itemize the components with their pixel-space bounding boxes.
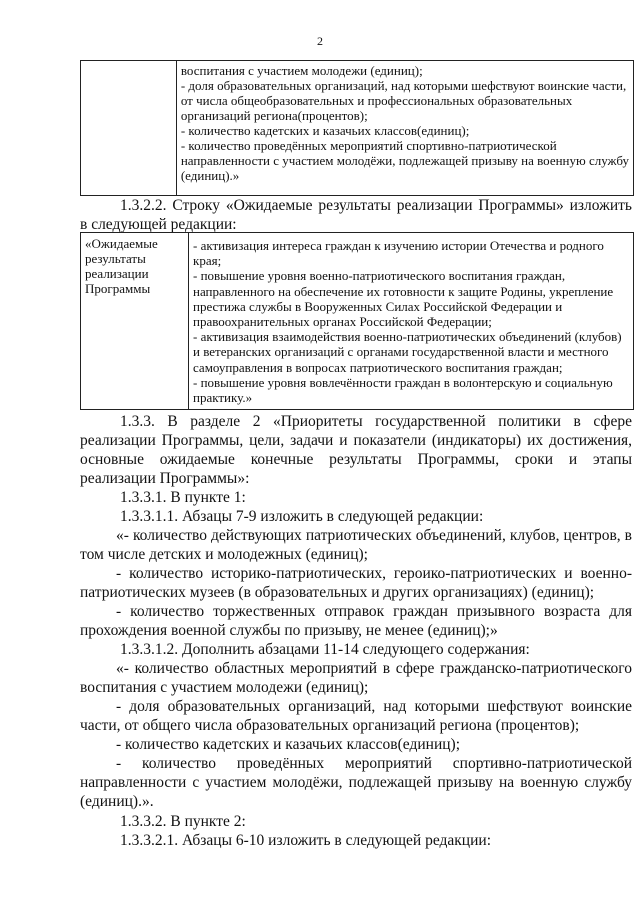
table-right-cell: [189, 233, 633, 409]
quote-block-2: [80, 659, 632, 811]
table-line: - количество проведённых мероприятий спортивно-патриотической: [180, 138, 557, 153]
quote-line: - количество историко-патриотических, героико-патриотических и военно-: [116, 565, 632, 582]
table-line: Программы: [85, 281, 151, 296]
table-line: от числа общеобразовательных и профессиональных образовательных: [180, 93, 573, 108]
table-line: - повышение уровня вовлечённости граждан в волонтерскую и социальную: [193, 374, 613, 390]
table-line: престижа службы в Вооруженных Силах Российской Федерации и: [193, 298, 563, 314]
table-left-cell: [81, 233, 189, 409]
quote-line: - количество проведённых мероприятий спортивно-патриотической: [116, 755, 632, 772]
item-1-3-3-1-1: 1.3.3.1.1. Абзацы 7-9 изложить в следующей редакции:: [120, 508, 484, 525]
paragraph-line: 1.3.2.2. Строку «Ожидаемые результаты реализации Программы» изложить: [120, 197, 632, 214]
quote-line: «- количество областных мероприятий в сфере гражданско-патриотического: [116, 660, 632, 677]
item-1-3-3-1: 1.3.3.1. В пункте 1:: [120, 489, 246, 506]
table-line: - активизация взаимодействия военно-патриотических объединений (клубов): [193, 329, 622, 345]
table-right-cell: [177, 61, 633, 195]
quote-line: прохождения военной службы по призыву, не менее (единиц);»: [80, 622, 498, 639]
quote-block-1: [80, 526, 632, 640]
table-continuation: [80, 60, 634, 196]
quote-line: (единиц).».: [80, 793, 154, 810]
table-line: - повышение уровня военно-патриотического воспитания граждан,: [193, 268, 566, 284]
paragraph-line: в следующей редакции:: [80, 216, 237, 233]
table-line: правоохранительных органах Российской Федерации;: [193, 314, 492, 330]
paragraph-line: основные ожидаемые конечные результаты Программы, сроки и этапы: [80, 451, 632, 468]
item-1-3-3-1-2: 1.3.3.1.2. Дополнить абзацами 11-14 следующего содержания:: [120, 641, 530, 658]
expected-results-table: [80, 232, 634, 410]
paragraph-1-3-3: [80, 412, 632, 488]
item-1-3-3-2-1: 1.3.3.2.1. Абзацы 6-10 изложить в следующей редакции:: [120, 832, 492, 849]
quote-line: направленности с участием молодёжи, подлежащей призыву на военную службу: [80, 774, 632, 791]
table-line: - активизация интереса граждан к изучению истории Отечества и родного: [193, 238, 604, 253]
paragraph-line: 1.3.3. В разделе 2 «Приоритеты государственной политики в сфере: [120, 413, 632, 430]
table-line: самоуправления в вопросах патриотического воспитания граждан;: [193, 359, 563, 375]
item-1-3-3-2: 1.3.3.2. В пункте 2:: [120, 813, 246, 830]
paragraph-1-3-2-2: [80, 196, 632, 234]
table-line: результаты: [85, 251, 146, 266]
table-line: направленности с участием молодёжи, подлежащей призыву на военную службу: [180, 153, 629, 168]
table-line: направленного на обеспечение их готовности к защите Родины, укрепление: [193, 283, 614, 299]
table-line: края;: [193, 253, 222, 269]
quote-line: части, от общего числа образовательных организаций региона (процентов);: [80, 717, 580, 734]
page-number: 2: [317, 34, 323, 48]
quote-line: - доля образовательных организаций, над которыми шефствуют воинские: [116, 698, 632, 715]
table-line: - количество кадетских и казачьих классов(единиц);: [180, 123, 470, 138]
quote-line: - количество кадетских и казачьих классов(единиц);: [116, 736, 460, 753]
table-line: - доля образовательных организаций, над которыми шефствуют воинские части,: [180, 78, 627, 93]
table-line: организаций региона(процентов);: [180, 108, 368, 123]
quote-line: «- количество действующих патриотических объединений, клубов, центров, в: [116, 527, 632, 544]
table-line: воспитания с участием молодежи (единиц);: [180, 63, 423, 78]
table-line: практику.»: [193, 390, 253, 406]
table-line: реализации: [85, 266, 149, 281]
table-line: и ветеранских организаций с органами государственной власти и местного: [193, 344, 609, 360]
quote-line: воспитания с участием молодежи (единиц);: [80, 679, 369, 696]
table-line: (единиц).»: [180, 168, 240, 183]
table-line: «Ожидаемые: [85, 236, 158, 251]
table-left-cell: [81, 61, 177, 195]
paragraph-line: реализации Программы»:: [80, 470, 250, 487]
quote-line: - количество торжественных отправок граждан призывного возраста для: [116, 603, 632, 620]
quote-line: том числе детских и молодежных (единиц);: [80, 546, 368, 563]
paragraph-line: реализации Программы, цели, задачи и показатели (индикаторы) их достижения,: [80, 432, 632, 449]
quote-line: патриотических музеев (в образовательных и других организациях) (единиц);: [80, 584, 595, 601]
